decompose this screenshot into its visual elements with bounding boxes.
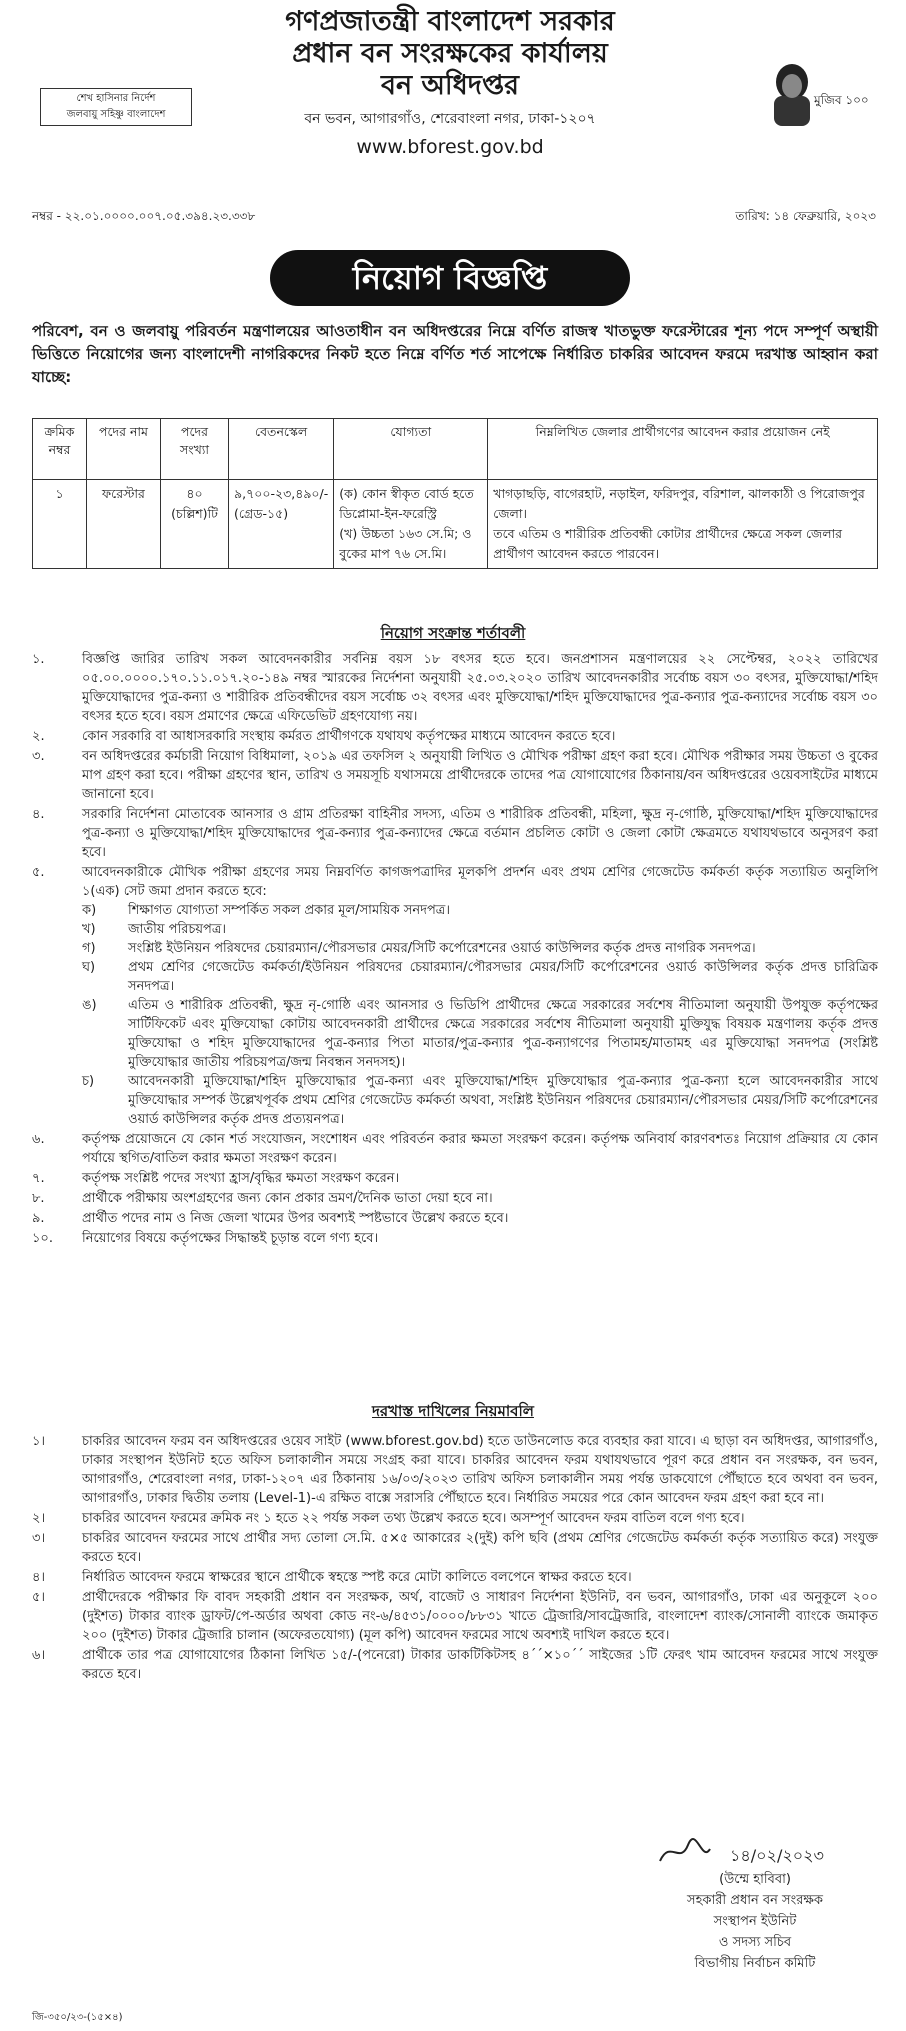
cell-post: ফরেস্টার [87, 480, 161, 569]
cell-qualification [334, 480, 488, 569]
header-count: পদের সংখ্যা [161, 419, 229, 480]
item-number: ১০. [32, 1231, 54, 1246]
cell-serial: ১ [33, 480, 87, 569]
list-item [32, 863, 878, 1129]
districts-note: তবে এতিম ও শারীরিক প্রতিবন্ধী কোটার প্রার্থীদের ক্ষেত্রে সকল জেলার প্রার্থীগণ আবেদন করতে পারবেন। [493, 526, 843, 561]
table-header-row [33, 419, 878, 480]
list-item [32, 727, 878, 746]
mujib-100-logo [762, 60, 872, 132]
sub-number: ঙ) [82, 998, 97, 1013]
item-number: ১। [32, 1434, 46, 1449]
application-rules-title: দরখাস্ত দাখিলের নিয়মাবলি [372, 1402, 534, 1420]
item-text: চাকরির আবেদন ফরমের সাথে প্রার্থীর সদ্য তোলা সে.মি. ৫×৫ আকারের ২(দুই) কপি ছবি (প্রথম শ্রেণির গেজেটেড কর্মকর্তা কর্তৃক সত্যায়িত করে) সংযুক্ত করতে হবে। [82, 1531, 878, 1565]
sub-item [82, 939, 878, 958]
item-number: ২। [32, 1511, 46, 1526]
list-item [32, 1588, 878, 1645]
item-text: বিজ্ঞপ্তি জারির তারিখ সকল আবেদনকারীর সর্বনিম্ন বয়স ১৮ বৎসর হতে হবে। জনপ্রশাসন মন্ত্রণালয়ের ২২ সেপ্টেম্বর, ২০২২ তারিখের ০৫.০০.০০০০.১৭০.১১.০১৭.২০-১৪৯ নম্বর স্মারকের নির্দেশনা অনুযায়ী ২৫.০৩.২০২০ তারিখ আবেদনকারীর সর্বোচ্চ বয়স ৩০ বৎসর, মুক্তিযোদ্ধা/শহিদ মুক্তিযোদ্ধাদের পুত্র-কন্যা ও শারীরিক প্রতিবন্ধীদের বয়স সর্বোচ্চ ৩২ বৎসর এবং মুক্তিযোদ্ধা/শহিদ মুক্তিযোদ্ধাদের পুত্র-কন্যার পুত্র-কন্যাদের সর্বোচ্চ বয়স ৩০ বৎসর হতে হবে। বয়স প্রমাণের ক্ষেত্রে এফিডেভিট গ্রহণযোগ্য নয়। [82, 652, 878, 724]
slogan-line-2: জলবায়ু সহিষ্ণু বাংলাদেশ [66, 109, 166, 120]
item-text: নির্ধারিত আবেদন ফরমে স্বাক্ষরের স্থানে প্রার্থীকে স্বহস্তে স্পষ্ট করে মোটা কালিতে বলপেনে স্বাক্ষর করতে হবে। [82, 1570, 632, 1585]
office-header [200, 6, 700, 160]
item-text: প্রার্থীকে পরীক্ষায় অংশগ্রহণের জন্য কোন প্রকার ভ্রমণ/দৈনিক ভাতা দেয়া হবে না। [82, 1191, 493, 1206]
item-number: ৪। [32, 1570, 46, 1585]
item-number: ২. [32, 729, 45, 744]
list-item [32, 1646, 878, 1684]
footer-code: জি-৩৫০/২৩-(১৫×৪) [32, 2012, 123, 2023]
intro-paragraph: পরিবেশ, বন ও জলবায়ু পরিবর্তন মন্ত্রণালয়ের আওতাধীন বন অধিদপ্তরের নিম্নে বর্ণিত রাজস্ব খাতভুক্ত ফরেস্টারের শূন্য পদে সম্পূর্ণ অস্থায়ী ভিত্তিতে নিয়োগের জন্য বাংলাদেশী নাগরিকদের নিকট হতে নিম্নে বর্ণিত শর্ত সাপেক্ষে নির্ধারিত চাকরির আবেদন ফরমে দরখাস্ত আহ্বান করা যাচ্ছে: [32, 322, 878, 386]
signatory-title-1: সহকারী প্রধান বন সংরক্ষক [686, 1893, 824, 1908]
item-text: চাকরির আবেদন ফরমের ক্রমিক নং ১ হতে ২২ পর্যন্ত সকল তথ্য উল্লেখ করতে হবে। অসম্পূর্ণ আবেদন ফরম বাতিল বলে গণ্য হবে। [82, 1511, 745, 1526]
item-text: আবেদনকারীকে মৌখিক পরীক্ষা গ্রহণের সময় নিম্নবর্ণিত কাগজপত্রাদির মূলকপি প্রদর্শন এবং প্রথম শ্রেণির গেজেটেড কর্মকর্তা কর্তৃক সত্যায়িত অনুলিপি ১(এক) সেট জমা প্রদান করতে হবে: [82, 865, 878, 899]
list-item [32, 805, 878, 862]
handwritten-signature [640, 1835, 870, 1869]
header-excluded-districts: নিম্নলিখিত জেলার প্রার্থীগণের আবেদন করার প্রয়োজন নেই [488, 419, 878, 480]
item-text: কর্তৃপক্ষ সংশ্লিষ্ট পদের সংখ্যা হ্রাস/বৃদ্ধির ক্ষমতা সংরক্ষণ করেন। [82, 1171, 400, 1186]
list-item [32, 1169, 878, 1188]
government-title: গণপ্রজাতন্ত্রী বাংলাদেশ সরকার [285, 6, 615, 37]
conditions-title: নিয়োগ সংক্রান্ত শর্তাবলী [380, 624, 526, 642]
notice-banner: নিয়োগ বিজ্ঞপ্তি [270, 250, 630, 306]
memo-date: তারিখ: ১৪ ফেব্রুয়ারি, ২০২৩ [735, 209, 876, 223]
office-address: বন ভবন, আগারগাঁও, শেরেবাংলা নগর, ঢাকা-১২০৭ [304, 111, 596, 127]
item-number: ৬. [32, 1132, 45, 1147]
item-number: ৭. [32, 1171, 45, 1186]
list-item [32, 1209, 878, 1228]
sub-number: খ) [82, 922, 96, 937]
signatory-title-4: বিভাগীয় নির্বাচন কমিটি [694, 1956, 816, 1971]
department-title: বন অধিদপ্তর [380, 70, 519, 101]
memo-number: নম্বর - ২২.০১.০০০০.০০৭.০৫.৩৯৪.২৩.৩৩৮ [32, 209, 256, 223]
sub-number: ক) [82, 903, 97, 918]
signatory-name: (উম্মে হাবিবা) [719, 1872, 791, 1887]
sub-text: আবেদনকারী মুক্তিযোদ্ধা/শহিদ মুক্তিযোদ্ধার পুত্র-কন্যা এবং মুক্তিযোদ্ধা/শহিদ মুক্তিযোদ্ধার পুত্র-কন্যার পুত্র-কন্যা হলে আবেদনকারীর সাথে মুক্তিযোদ্ধার সম্পর্ক উল্লেখপূর্বক প্রথম শ্রেণির গেজেটেড কর্মকর্তা অথবা, সংশ্লিষ্ট ইউনিয়ন পরিষদের চেয়ারম্যান/পৌরসভার মেয়র/সিটি কর্পোরেশনের ওয়ার্ড কাউন্সিলর কর্তৃক প্রদত্ত প্রত্যয়নপত্র। [128, 1074, 878, 1127]
sub-item [82, 958, 878, 996]
qualification-b: (খ) উচ্চতা ১৬৩ সে.মি; ও বুকের মাপ ৭৬ সে.মি। [339, 526, 472, 561]
sub-text: সংশ্লিষ্ট ইউনিয়ন পরিষদের চেয়ারম্যান/পৌরসভার মেয়র/সিটি কর্পোরেশনের ওয়ার্ড কাউন্সিলর কর্তৃক প্রদত্ত নাগরিক সনদপত্র। [128, 941, 756, 956]
list-item [32, 1189, 878, 1208]
item-text: প্রার্থীদেরকে পরীক্ষার ফি বাবদ সহকারী প্রধান বন সংরক্ষক, অর্থ, বাজেট ও সাধারণ নির্দেশনা ইউনিট, বন ভবন, আগারগাঁও, ঢাকা এর অনুকূলে ২০০ (দুইশত) টাকার ব্যাংক ড্রাফট/পে-অর্ডার অথবা কোড নং-৬/৪৫৩১/০০০০/৮৮৩১ খাতে ট্রেজারি/সাবট্রেজারি, বাংলাদেশ ব্যাংক/সোনালী ব্যাংকে জমাকৃত ২০০ (দুইশত) টাকার ট্রেজারি চালান (অফেরতযোগ্য) (মূল কপি) আবেদন ফরমের সাথে অবশ্যই দাখিল করতে হবে। [82, 1590, 878, 1643]
header-post: পদের নাম [87, 419, 161, 480]
item-number: ৫. [32, 865, 45, 880]
item-text: নিয়োগের বিষয়ে কর্তৃপক্ষের সিদ্ধান্তই চূড়ান্ত বলে গণ্য হবে। [82, 1231, 379, 1246]
header-scale: বেতনস্কেল [229, 419, 334, 480]
list-item [32, 1509, 878, 1528]
districts-list: খাগড়াছড়ি, বাগেরহাট, নড়াইল, ফরিদপুর, বরিশাল, ঝালকাঠী ও পিরোজপুর জেলা। [493, 486, 865, 521]
item-number: ৫। [32, 1590, 46, 1605]
signatory-title-2: সংস্থাপন ইউনিট [713, 1914, 797, 1929]
list-item [32, 1432, 878, 1508]
list-item [32, 747, 878, 804]
list-item [32, 650, 878, 726]
header-qualification: যোগ্যতা [334, 419, 488, 480]
header-serial: ক্রমিক নম্বর [33, 419, 87, 480]
table-row [33, 480, 878, 569]
item-text: কর্তৃপক্ষ প্রয়োজনে যে কোন শর্ত সংযোজন, সংশোধন এবং পরিবর্তন করার ক্ষমতা সংরক্ষণ করেন। কর্তৃপক্ষ অনিবার্য কারণবশতঃ নিয়োগ প্রক্রিয়ার যে কোন পর্যায়ে স্থগিত/বাতিল করার ক্ষমতা সংরক্ষণ করেন। [82, 1132, 878, 1166]
sub-item [82, 1072, 878, 1129]
slogan-box [40, 88, 192, 126]
item-number: ৪. [32, 807, 45, 822]
office-title: প্রধান বন সংরক্ষকের কার্যালয় [292, 38, 608, 69]
item-text: চাকরির আবেদন ফরম বন অধিদপ্তরের ওয়েব সাইট (www.bforest.gov.bd) হতে ডাউনলোড করে ব্যবহার করা যাবে। এ ছাড়া বন অধিদপ্তর, আগারগাঁও, ঢাকার সংস্থাপন ইউনিট হতে অফিস চলাকালীন সময়ে সংগ্রহ করা যাবে। চাকরির আবেদন ফরম যথাযথভাবে পূরণ করে প্রধান বন সংরক্ষক, বন ভবন, আগারগাঁও, শেরেবাংলা নগর, ঢাকা-১২০৭ এর ঠিকানায় ১৬/০৩/২০২৩ তারিখ অফিস চলাকালীন সময় পর্যন্ত ডাকযোগে পৌঁছাতে হবে অথবা বন ভবন, আগারগাঁও, ঢাকার দ্বিতীয় তলায় (Level-1)-এ রক্ষিত বাক্সে সরাসরি পৌঁছাতে হবে। নির্ধারিত সময়ের পরে কোন আবেদন ফরম গ্রহণ করা হবে না। [82, 1434, 878, 1506]
sub-item [82, 901, 878, 920]
sub-text: এতিম ও শারীরিক প্রতিবন্ধী, ক্ষুদ্র নৃ-গোষ্ঠি এবং আনসার ও ভিডিপি প্রার্থীদের ক্ষেত্রে সরকারের সর্বশেষ নীতিমালা অনুযায়ী উপযুক্ত কর্তৃপক্ষের সার্টিফিকেট এবং মুক্তিযোদ্ধা কোটায় আবেদনকারী প্রার্থীদের ক্ষেত্রে সরকারের সর্বশেষ নীতিমালা অনুযায়ী মুক্তিযুদ্ধ বিষয়ক মন্ত্রণালয় কর্তৃক প্রদত্ত মুক্তিযোদ্ধা ও শহিদ মুক্তিযোদ্ধাদের পুত্র-কন্যার পিতা মাতার/পুত্র-কন্যার পুত্র-কন্যাগণের পিতামহ/মাতামহ এর মুক্তিযোদ্ধা সনদপত্র (সংশ্লিষ্ট মুক্তিযোদ্ধার জাতীয় পরিচয়পত্র/জন্ম নিবন্ধন সনদসহ)। [128, 998, 878, 1070]
item-number: ৩। [32, 1531, 46, 1546]
cell-districts [488, 480, 878, 569]
application-rules-list [32, 1432, 878, 1685]
list-item [32, 1229, 878, 1248]
website-link[interactable]: www.bforest.gov.bd [356, 136, 544, 158]
item-number: ৯. [32, 1211, 45, 1226]
item-number: ৩. [32, 749, 45, 764]
list-item [32, 1568, 878, 1587]
item-number: ৮. [32, 1191, 45, 1206]
conditions-list [32, 650, 878, 1249]
vacancy-table [32, 418, 878, 569]
item-text: কোন সরকারি বা আধাসরকারি সংস্থায় কর্মরত প্রার্থীগণকে যথাযথ কর্তৃপক্ষের মাধ্যমে আবেদন করতে হবে। [82, 729, 616, 744]
logo-text: মুজিব ১০০ [814, 93, 869, 107]
sub-number: চ) [82, 1074, 95, 1089]
list-item [32, 1529, 878, 1567]
signature-date: ১৪/০২/২০২৩ [730, 1846, 824, 1865]
signature-block [640, 1835, 870, 1974]
sub-text: প্রথম শ্রেণির গেজেটেড কর্মকর্তা/ইউনিয়ন পরিষদের চেয়ারম্যান/পৌরসভার মেয়র/সিটি কর্পোরেশনের ওয়ার্ড কাউন্সিলর কর্তৃক প্রদত্ত চারিত্রিক সনদপত্র। [128, 960, 878, 994]
sub-number: ঘ) [82, 960, 96, 975]
list-item [32, 1130, 878, 1168]
item-text: প্রার্থীত পদের নাম ও নিজ জেলা খামের উপর অবশ্যই স্পষ্টভাবে উল্লেখ করতে হবে। [82, 1211, 509, 1226]
sub-text: জাতীয় পরিচয়পত্র। [128, 922, 227, 937]
cell-count: ৪০ (চল্লিশ)টি [161, 480, 229, 569]
sub-item [82, 996, 878, 1072]
sub-text: শিক্ষাগত যোগ্যতা সম্পর্কিত সকল প্রকার মূল/সাময়িক সনদপত্র। [128, 903, 450, 918]
slogan-line-1: শেখ হাসিনার নির্দেশ [76, 93, 156, 104]
cell-scale: ৯,৭০০-২৩,৪৯০/- (গ্রেড-১৫) [229, 480, 334, 569]
item-number: ৬। [32, 1648, 46, 1663]
item-text: প্রার্থীকে তার পত্র যোগাযোগের ঠিকানা লিখিত ১৫/-(পনেরো) টাকার ডাকটিকিটসহ ৪´´×১০´´ সাইজের ১টি ফেরৎ খাম আবেদন ফরমের সাথে সংযুক্ত করতে হবে। [82, 1648, 878, 1682]
qualification-a: (ক) কোন স্বীকৃত বোর্ড হতে ডিপ্লোমা-ইন-ফরেস্ট্রি [339, 486, 474, 521]
item-text: বন অধিদপ্তরের কর্মচারী নিয়োগ বিধিমালা, ২০১৯ এর তফসিল ২ অনুযায়ী লিখিত ও মৌখিক পরীক্ষা গ্রহণ করা হবে। মৌখিক পরীক্ষার সময় উচ্চতা ও বুকের মাপ গ্রহণ করা হবে। পরীক্ষা গ্রহণের স্থান, তারিখ ও সময়সূচি যথাসময়ে প্রার্থীদেরকে তাদের পত্র যোগাযোগের ঠিকানায়/বন অধিদপ্তরের ওয়েবসাইটের মাধ্যমে জানানো হবে। [82, 749, 878, 802]
item-number: ১. [32, 652, 45, 667]
signatory-title-3: ও সদস্য সচিব [718, 1935, 792, 1950]
sub-item [82, 920, 878, 939]
sub-number: গ) [82, 941, 96, 956]
item-text: সরকারি নির্দেশনা মোতাবেক আনসার ও গ্রাম প্রতিরক্ষা বাহিনীর সদস্য, এতিম ও শারীরিক প্রতিবন্ধী, মহিলা, ক্ষুদ্র নৃ-গোষ্ঠি, মুক্তিযোদ্ধা/শহিদ মুক্তিযোদ্ধাদের পুত্র-কন্যা ও মুক্তিযোদ্ধা/শহিদ মুক্তিযোদ্ধাদের পুত্র-কন্যার পুত্র-কন্যাদের ক্ষেত্রে বর্তমান প্রচলিত কোটা ও জেলা কোটা ক্ষেত্রমতে যথাযথভাবে অনুসরণ করা হবে। [82, 807, 878, 860]
